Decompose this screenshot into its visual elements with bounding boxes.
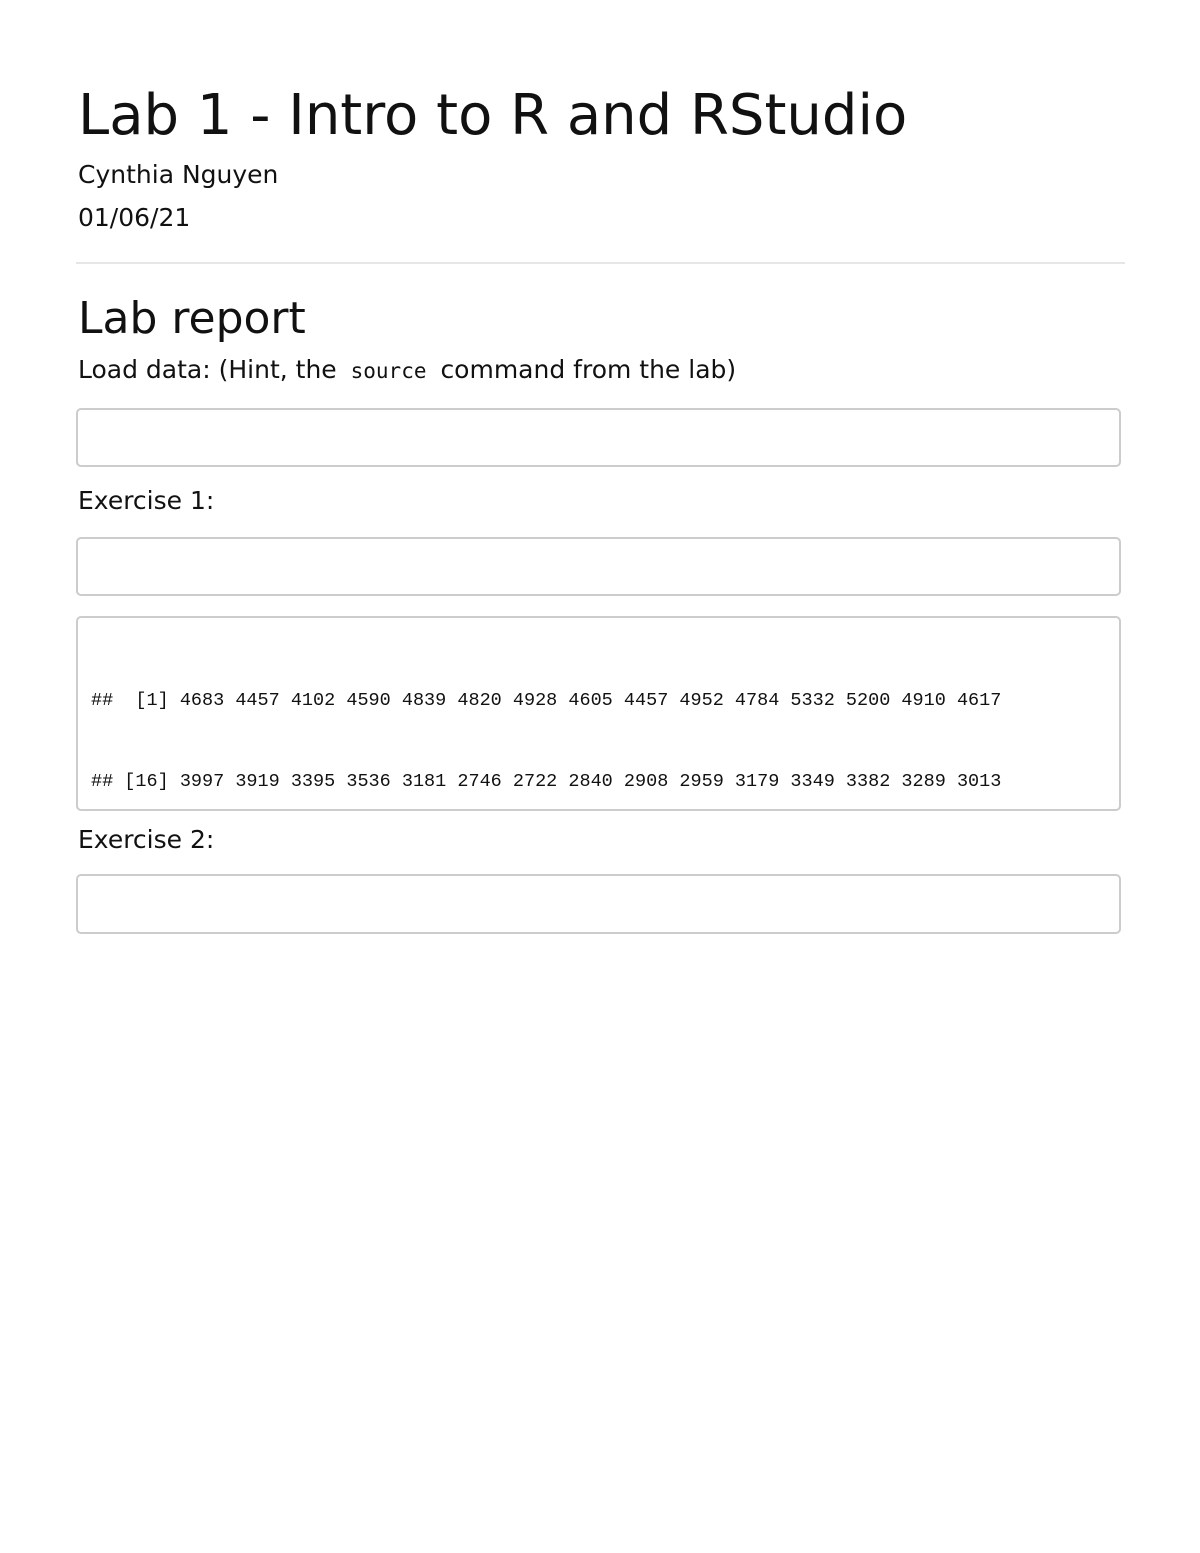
source-inline-code: source (350, 359, 427, 383)
document-date: 01/06/21 (78, 203, 191, 232)
section-title: Lab report (78, 293, 306, 344)
load-data-code-block (76, 408, 1121, 467)
document-title: Lab 1 - Intro to R and RStudio (78, 83, 908, 148)
output-line: ## [1] 4683 4457 4102 4590 4839 4820 4928 4605 4457 4952 4784 5332 5200 4910 4617 (91, 689, 1002, 711)
load-data-text-after: command from the lab) (440, 355, 737, 384)
exercise-1-code-block (76, 537, 1121, 596)
exercise-1-output-block (76, 616, 1121, 811)
document-author: Cynthia Nguyen (78, 160, 279, 189)
load-data-instruction (78, 354, 736, 387)
load-data-text-before: Load data: (Hint, the (78, 355, 337, 384)
exercise-2-code-block (76, 874, 1121, 934)
title-divider (76, 262, 1125, 264)
exercise-2-heading: Exercise 2: (78, 825, 215, 854)
exercise-1-heading: Exercise 1: (78, 486, 215, 515)
output-line: ## [16] 3997 3919 3395 3536 3181 2746 2722 2840 2908 2959 3179 3349 3382 3289 3013 (91, 771, 1002, 793)
